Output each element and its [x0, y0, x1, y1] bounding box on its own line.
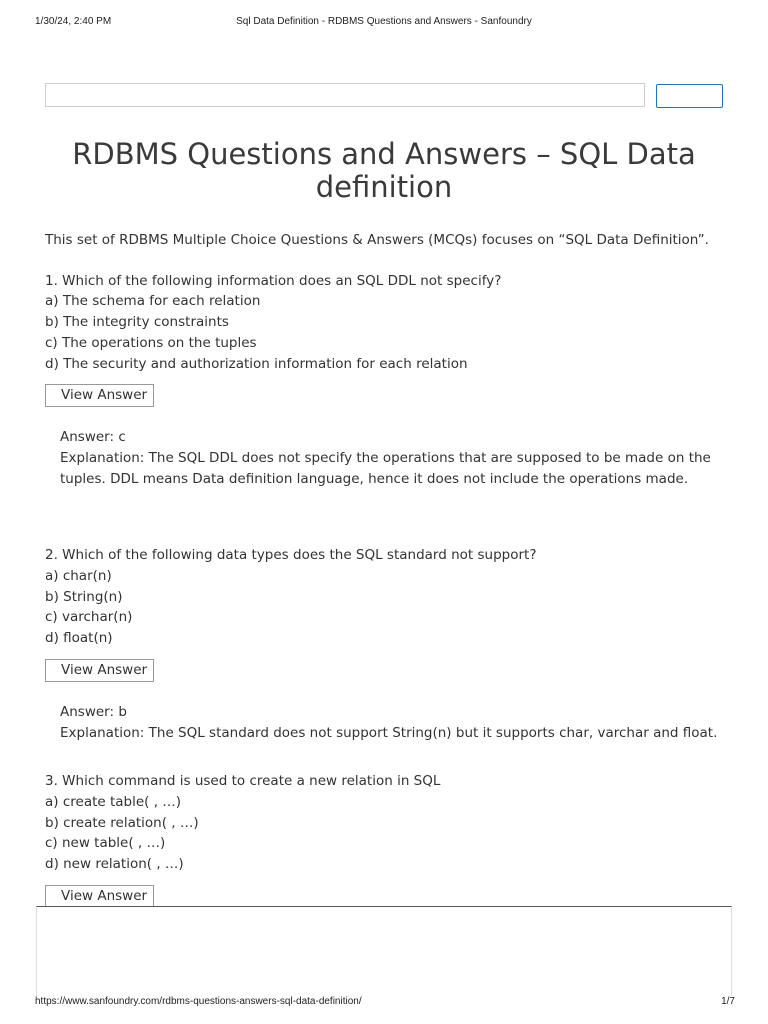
option-c: c) The operations on the tuples [45, 334, 257, 351]
search-button[interactable] [656, 84, 723, 108]
option-b: b) The integrity constraints [45, 314, 229, 331]
explanation-text: Explanation: The SQL DDL does not specify the operations that are supposed to be made on the tuples. DDL means Data definition language, hence it does not include the operations made. [60, 449, 711, 487]
option-d: d) new relation( , …) [45, 856, 184, 873]
question-text: 3. Which command is used to create a new relation in SQL [45, 773, 441, 790]
option-c: c) new table( , …) [45, 835, 166, 852]
option-c: c) varchar(n) [45, 609, 133, 626]
print-datetime: 1/30/24, 2:40 PM [35, 16, 112, 27]
option-a: a) The schema for each relation [45, 293, 261, 310]
print-header [35, 16, 733, 30]
answer-block [60, 427, 735, 489]
explanation-text: Explanation: The SQL standard does not support String(n) but it supports char, varchar and float. [60, 724, 718, 741]
answer-text: Answer: b [60, 703, 127, 720]
ad-frame [36, 906, 732, 996]
question-text: 1. Which of the following information does an SQL DDL not specify? [45, 272, 502, 289]
option-b: b) String(n) [45, 588, 123, 605]
question-1 [45, 271, 735, 490]
option-a: a) create table( , …) [45, 793, 182, 810]
question-2 [45, 545, 735, 743]
page-title: RDBMS Questions and Answers – SQL Data definition [72, 137, 696, 204]
print-url: https://www.sanfoundry.com/rdbms-questions-answers-sql-data-definition/ [35, 996, 362, 1007]
option-a: a) char(n) [45, 568, 112, 585]
option-b: b) create relation( , …) [45, 814, 199, 831]
answer-block [60, 702, 735, 743]
question-3 [45, 771, 735, 908]
search-bar [45, 83, 723, 109]
search-input[interactable] [45, 83, 645, 107]
view-answer-button[interactable]: View Answer [45, 885, 154, 908]
print-footer [35, 996, 735, 1010]
print-doc-title: Sql Data Definition - RDBMS Questions and Answers - Sanfoundry [236, 16, 532, 27]
question-text: 2. Which of the following data types does the SQL standard not support? [45, 547, 537, 564]
print-page-number: 1/7 [721, 996, 735, 1007]
article-content [45, 230, 735, 908]
view-answer-button[interactable]: View Answer [45, 384, 154, 407]
option-d: d) float(n) [45, 630, 113, 647]
answer-text: Answer: c [60, 429, 126, 446]
option-d: d) The security and authorization information for each relation [45, 355, 468, 372]
article-intro: This set of RDBMS Multiple Choice Questions & Answers (MCQs) focuses on “SQL Data Definition”. [45, 232, 709, 248]
view-answer-button[interactable]: View Answer [45, 659, 154, 682]
